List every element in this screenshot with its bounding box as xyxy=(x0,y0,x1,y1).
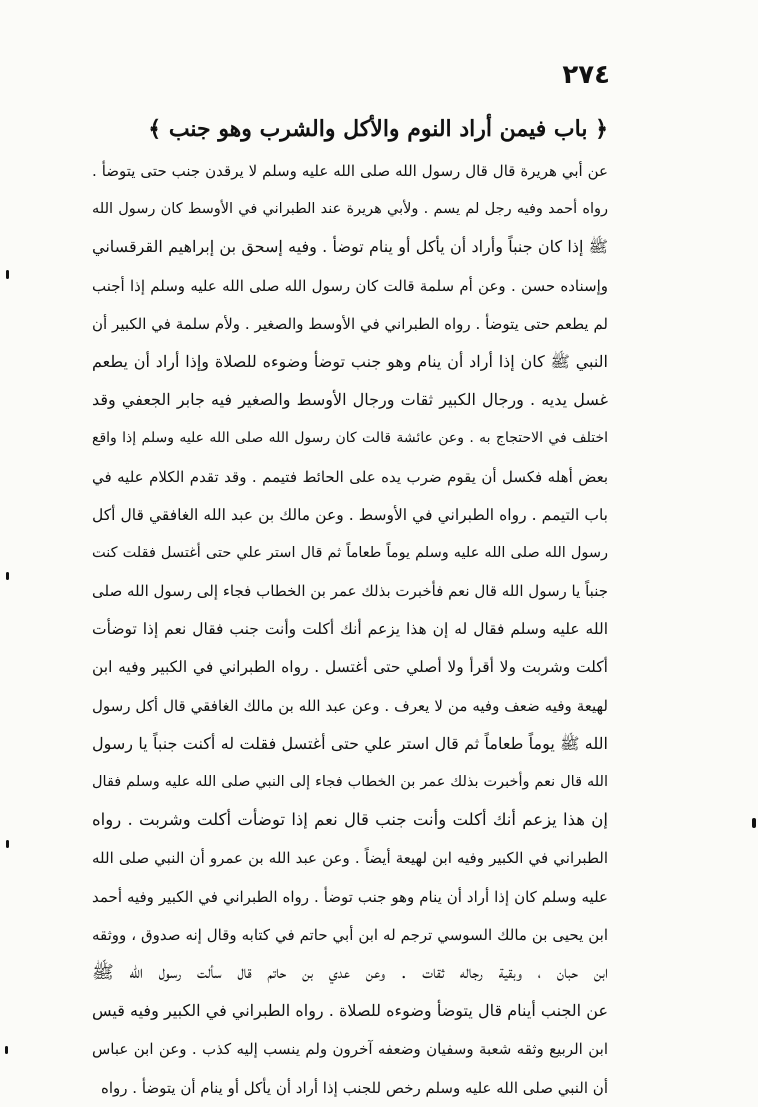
text-line: ابن الربيع وثقه شعبة وسفيان وضعفه آخرون ولم ينسب إليه كذب . وعن ابن عباس xyxy=(92,1040,608,1059)
text-line: لم يطعم حتى يتوضأ . رواه الطبراني في الأوسط والصغير . ولأم سلمة في الكبير أن xyxy=(92,314,608,333)
page-number: ٢٧٤ xyxy=(562,60,610,90)
text-line: عليه وسلم كان إذا أراد أن ينام وهو جنب توضأ . رواه الطبراني في الكبير وفيه أحمد xyxy=(92,887,608,906)
scan-speck xyxy=(6,572,9,580)
text-line: عن الجنب أينام قال يتوضأ وضوءه للصلاة . رواه الطبراني في الكبير وفيه قيس xyxy=(92,1001,608,1021)
text-line: الله عليه وسلم فقال له إن هذا يزعم أنك أكلت وأنت جنب فقال نعم إذا توضأت xyxy=(92,620,608,639)
text-line: الله قال نعم وأخبرت بذلك عمر بن الخطاب فجاء إلى النبي صلى الله عليه وسلم فقال xyxy=(92,774,608,790)
scan-speck xyxy=(5,1046,8,1054)
text-line: اختلف في الاحتجاج به . وعن عائشة قالت كان رسول الله صلى الله عليه وسلم إذا واقع xyxy=(92,430,608,447)
text-line: الطبراني في الكبير وفيه ابن لهيعة أيضاً . وعن عبد الله بن عمرو أن النبي صلى الله xyxy=(92,849,608,868)
scan-speck xyxy=(752,818,756,828)
chapter-heading: ﴿ باب فيمن أراد النوم والأكل والشرب وهو جنب ﴾ xyxy=(148,116,608,142)
text-line: رواه أحمد وفيه رجل لم يسم . ولأبي هريرة عند الطبراني في الأوسط كان رسول الله xyxy=(92,201,608,218)
text-line: بعض أهله فكسل أن يقوم ضرب يده على الحائط فتيمم . وقد تقدم الكلام عليه في xyxy=(92,467,608,486)
text-line: ﷺ إذا كان جنباً وأراد أن يأكل أو ينام توضأ . وفيه إسحق بن إبراهيم القرقساني xyxy=(92,237,608,257)
text-line: جنباً يا رسول الله قال نعم فأخبرت بذلك عمر بن الخطاب فجاء إلى رسول الله صلى xyxy=(92,582,608,601)
text-line: عن أبي هريرة قال قال رسول الله صلى الله عليه وسلم لا يرقدن جنب حتى يتوضأ . xyxy=(92,162,608,180)
text-line: ابن حبان ، وبقية رجاله ثقات . وعن عدي بن حاتم قال سألت رسول الله ﷺ xyxy=(92,961,608,983)
text-line: غسل يديه . ورجال الكبير ثقات ورجال الأوسط والصغير فيه جابر الجعفي وقد xyxy=(92,390,608,410)
scan-speck xyxy=(6,270,9,279)
text-line: رسول الله صلى الله عليه وسلم يوماً طعاماً ثم قال استر علي حتى أغتسل فقلت كنت xyxy=(92,544,608,561)
text-line: وإسناده حسن . وعن أم سلمة قالت كان رسول الله صلى الله عليه وسلم إذا أجنب xyxy=(92,276,608,295)
text-line: ابن يحيى بن مالك السوسي ترجم له ابن أبي حاتم في كتابه وقال إنه صدوق ، ووثقه xyxy=(92,925,608,944)
text-line: النبي ﷺ كان إذا أراد أن ينام وهو جنب توضأ وضوءه للصلاة وإذا أراد أن يطعم xyxy=(92,351,608,371)
text-line: باب التيمم . رواه الطبراني في الأوسط . وعن مالك بن عبد الله الغافقي قال أكل xyxy=(92,505,608,524)
text-line: أكلت وشربت ولا أقرأ ولا أصلي حتى أغتسل . رواه الطبراني في الكبير وفيه ابن xyxy=(92,658,608,677)
body-text xyxy=(92,152,608,1107)
text-line: الله ﷺ يوماً طعاماً ثم قال استر علي حتى أغتسل فقلت له أكنت جنباً يا رسول xyxy=(92,733,608,753)
scan-speck xyxy=(6,840,9,848)
text-line: إن هذا يزعم أنك أكلت وأنت جنب قال نعم إذا توضأت أكلت وشربت . رواه xyxy=(92,810,608,830)
text-line: لهيعة وفيه ضعف وفيه من لا يعرف . وعن عبد الله بن مالك الغافقي قال أكل رسول xyxy=(92,696,608,715)
text-line: أن النبي صلى الله عليه وسلم رخص للجنب إذا أراد أن يأكل أو ينام أن يتوضأ . رواه xyxy=(101,1078,608,1097)
